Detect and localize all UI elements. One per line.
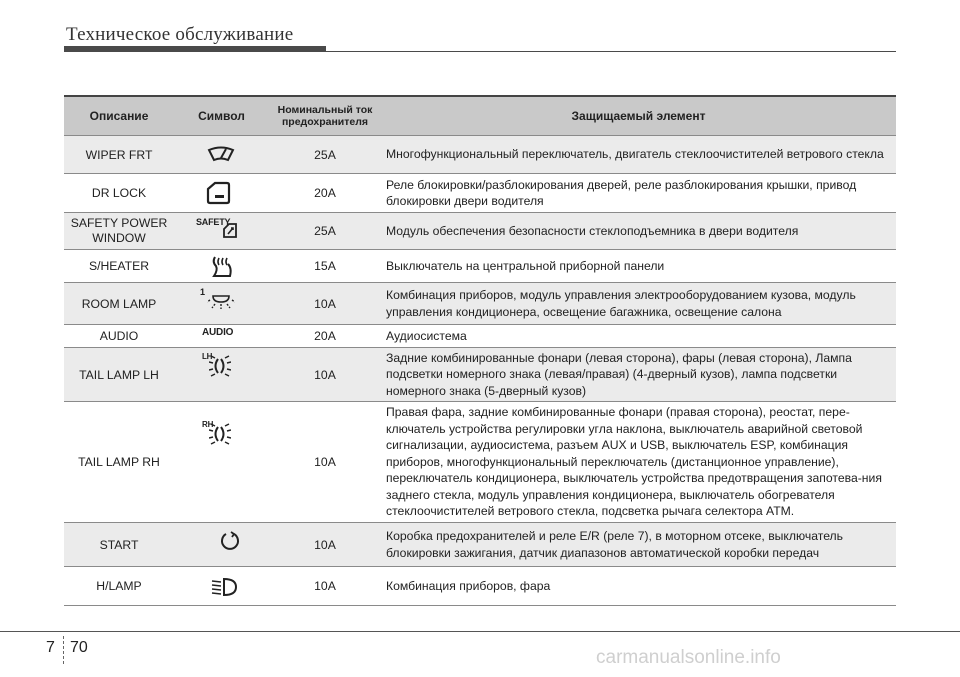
row-symbol [174, 402, 269, 523]
row-amp: 20A [269, 325, 381, 348]
table-row [64, 213, 896, 250]
table-header-row [64, 96, 896, 136]
table-row [64, 136, 896, 174]
safety-label: SAFETY [196, 217, 231, 227]
row-element: Выключатель на центральной приборной панели [381, 250, 896, 283]
row-description: ROOM LAMP [64, 283, 174, 325]
start-icon [220, 531, 240, 551]
door-lock-icon [205, 181, 231, 205]
row-amp: 10A [269, 348, 381, 402]
row-element: Аудиосистема [381, 325, 896, 348]
col-symbol: Символ [174, 96, 269, 136]
fuse-table [64, 95, 896, 606]
row-element: Модуль обеспечения безопасности стеклоподъемника в двери водителя [381, 213, 896, 250]
footer-rule [0, 631, 960, 632]
room-lamp-icon [207, 293, 235, 311]
row-description: START [64, 523, 174, 567]
row-amp: 10A [269, 402, 381, 523]
row-element: Коробка предохранителей и реле E/R (реле 7), в моторном отсеке, выключатель блокировки зажигания, датчик диапазонов автоматической коробки передач [381, 523, 896, 567]
tail-lamp-lh-icon [209, 355, 231, 377]
row-amp: 10A [269, 283, 381, 325]
row-symbol [174, 136, 269, 174]
table-row [64, 325, 896, 348]
footer-separator [63, 636, 64, 664]
row-amp: 25A [269, 213, 381, 250]
row-description-line1: SAFETY POWER [70, 216, 168, 230]
row-element: Правая фара, задние комбинированные фонари (правая сторона), реостат, пере-ключатель устройства регулировки угла наклона, выключатель аварийной световой сигнализации, аудиосистема, разъем AUX и USB, выключатель ESP, комбинация приборов, многофункциональный переключатель (дистанционное управление), переключатель кондиционера, выключатель устройства предотвращения запотева-ния заднего стекла, модуль управления кондиционера, выключатель обогревателя стеклоочистителей ветрового стекла, подсветка рычага селектора ATM. [381, 402, 896, 523]
watermark: carmanualsonline.info [596, 647, 781, 668]
col-nominal-line2: предохранителя [281, 116, 369, 128]
row-element: Реле блокировки/разблокирования дверей, реле разблокирования крышки, привод блокировки двери водителя [381, 174, 896, 213]
header-rule [326, 51, 896, 52]
row-symbol [174, 250, 269, 283]
tail-rh-label: RH [202, 420, 214, 429]
table-row [64, 250, 896, 283]
row-symbol [174, 348, 269, 402]
row-description: TAIL LAMP RH [64, 402, 174, 523]
row-element: Комбинация приборов, фара [381, 567, 896, 606]
table-row [64, 402, 896, 523]
table-row [64, 567, 896, 606]
row-amp: 10A [269, 567, 381, 606]
tail-lamp-rh-icon [209, 423, 231, 445]
col-nominal-line1: Номинальный ток [277, 104, 373, 116]
section-title: Техническое обслуживание [66, 24, 294, 45]
row-symbol [174, 174, 269, 213]
row-description: H/LAMP [64, 567, 174, 606]
row-amp: 20A [269, 174, 381, 213]
col-nominal [269, 96, 381, 136]
safety-window-icon [222, 223, 238, 239]
col-description: Описание [64, 96, 174, 136]
row-element: Многофункциональный переключатель, двигатель стеклоочистителей ветрового стекла [381, 136, 896, 174]
row-amp: 15A [269, 250, 381, 283]
table-row [64, 174, 896, 213]
row-description-line2: WINDOW [92, 231, 146, 245]
row-description: S/HEATER [64, 250, 174, 283]
table-row [64, 523, 896, 567]
row-description: WIPER FRT [64, 136, 174, 174]
row-description [64, 213, 174, 250]
headlamp-icon [210, 577, 238, 597]
row-description: DR LOCK [64, 174, 174, 213]
row-symbol [174, 567, 269, 606]
seat-heater-icon [210, 254, 234, 278]
row-symbol [174, 283, 269, 325]
room-lamp-label: 1 [200, 287, 205, 297]
tail-lh-label: LH [202, 352, 213, 361]
col-protected: Защищаемый элемент [381, 96, 896, 136]
wiper-icon [206, 145, 236, 163]
row-symbol [174, 523, 269, 567]
row-symbol [174, 325, 269, 348]
chapter-number: 7 [46, 639, 55, 656]
page-number: 70 [70, 639, 88, 656]
row-element: Комбинация приборов, модуль управления электрооборудованием кузова, модуль управления кондиционера, освещение багажника, освещение салона [381, 283, 896, 325]
table-row [64, 283, 896, 325]
row-description: AUDIO [64, 325, 174, 348]
row-symbol [174, 213, 269, 250]
audio-icon: AUDIO [202, 327, 234, 338]
table-row [64, 348, 896, 402]
header-bar [64, 46, 326, 52]
row-amp: 25A [269, 136, 381, 174]
row-amp: 10A [269, 523, 381, 567]
row-description: TAIL LAMP LH [64, 348, 174, 402]
row-element: Задние комбинированные фонари (левая сторона), фары (левая сторона), Лампа подсветки номерного знака (левая/правая) (4-дверный кузов), лампа подсветки номерного знака (5-дверный кузов) [381, 348, 896, 402]
